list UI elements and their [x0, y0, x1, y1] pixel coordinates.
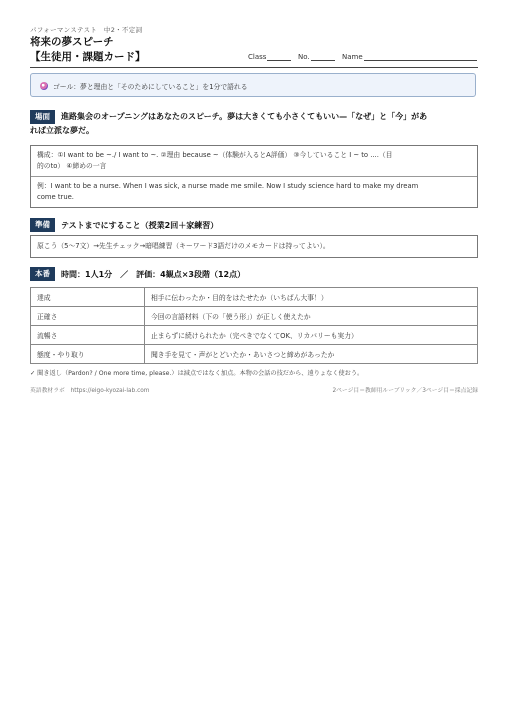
- rubric-description: 止まらずに続けられたか（完ぺきでなくてOK、リカバリーも実力）: [145, 326, 478, 345]
- goal-text: ゴール：夢と理由と「そのためにしていること」を1分で語れる: [53, 83, 248, 91]
- structure-box: [30, 145, 478, 208]
- main-tag: 本番: [30, 267, 55, 281]
- rubric-criterion: 流暢さ: [31, 326, 145, 345]
- class-field[interactable]: [248, 52, 291, 61]
- name-field[interactable]: [342, 52, 477, 61]
- example-line2: come true.: [37, 193, 74, 201]
- example-line1: 例：I want to be a nurse. When I was sick, a nurse made me smile. Now I study science hard to make my dream: [37, 182, 419, 190]
- structure-line1: 構成：①I want to be ~./ I want to ~. ②理由 because ~（体験が入るとA評価） ③今していること I ~ to ....（目: [37, 151, 393, 159]
- structure-row: [31, 146, 477, 176]
- example-row: [31, 176, 477, 207]
- rubric-note: ✓ 聞き返し（Pardon? / One more time, please.）は減点ではなく加点。本物の会話の技だから、遠りょなく使おう。: [30, 370, 364, 377]
- class-blank[interactable]: [267, 52, 291, 61]
- prep-tag: 準備: [30, 218, 55, 232]
- class-label: Class: [248, 53, 267, 61]
- prep-section: [30, 218, 218, 232]
- prep-heading: テストまでにすること（授業2回＋家練習）: [61, 220, 219, 230]
- goal-banner: [30, 73, 476, 97]
- scene-tag: 場面: [30, 110, 55, 124]
- name-label: Name: [342, 53, 363, 61]
- header-divider: [30, 67, 478, 68]
- table-row: [31, 345, 478, 364]
- footer-source: 英語教材ラボ https://eigo-kyozai-lab.com: [30, 388, 150, 394]
- scene-text-line2: れば立派な夢だ。: [30, 126, 94, 135]
- structure-line2: 的のto） ④締めの一言: [37, 162, 107, 170]
- rubric-description: 今回の言語材料（下の「使う形」）が正しく使えたか: [145, 307, 478, 326]
- scene-text-line1: 進路集会のオープニングはあなたのスピーチ。夢は大きくても小さくてもいい—「なぜ」と「今」があ: [61, 112, 428, 121]
- series-label: パフォーマンステスト 中2・不定詞: [30, 26, 143, 34]
- main-section: [30, 267, 245, 281]
- table-row: [31, 307, 478, 326]
- main-heading: 時間：1人1分 ／ 評価：4観点×3段階（12点）: [61, 269, 246, 279]
- table-row: [31, 288, 478, 307]
- footer-pages: 2ページ目＝教師用ルーブリック／3ページ目＝採点記録: [332, 388, 478, 394]
- table-row: [31, 326, 478, 345]
- target-icon: [40, 82, 48, 90]
- name-blank[interactable]: [364, 52, 477, 61]
- rubric-criterion: 正確さ: [31, 307, 145, 326]
- number-blank[interactable]: [311, 52, 335, 61]
- number-label: No.: [298, 53, 310, 61]
- rubric-criterion: 態度・やり取り: [31, 345, 145, 364]
- rubric-description: 相手に伝わったか・目的をはたせたか（いちばん大事！）: [145, 288, 478, 307]
- rubric-criterion: 達成: [31, 288, 145, 307]
- page-title: 将来の夢スピーチ: [30, 36, 114, 48]
- prep-body: 原こう（5〜7文）→先生チェック→暗唱練習（キーワード3語だけのメモカードは持ってよい）。: [37, 242, 330, 250]
- number-field[interactable]: [298, 52, 335, 61]
- page-subtitle: 【生徒用・課題カード】: [30, 51, 146, 63]
- rubric-table: [30, 287, 478, 364]
- prep-box: [30, 235, 478, 258]
- rubric-description: 聞き手を見て・声がとどいたか・あいさつと締めがあったか: [145, 345, 478, 364]
- scene-section: [30, 110, 478, 138]
